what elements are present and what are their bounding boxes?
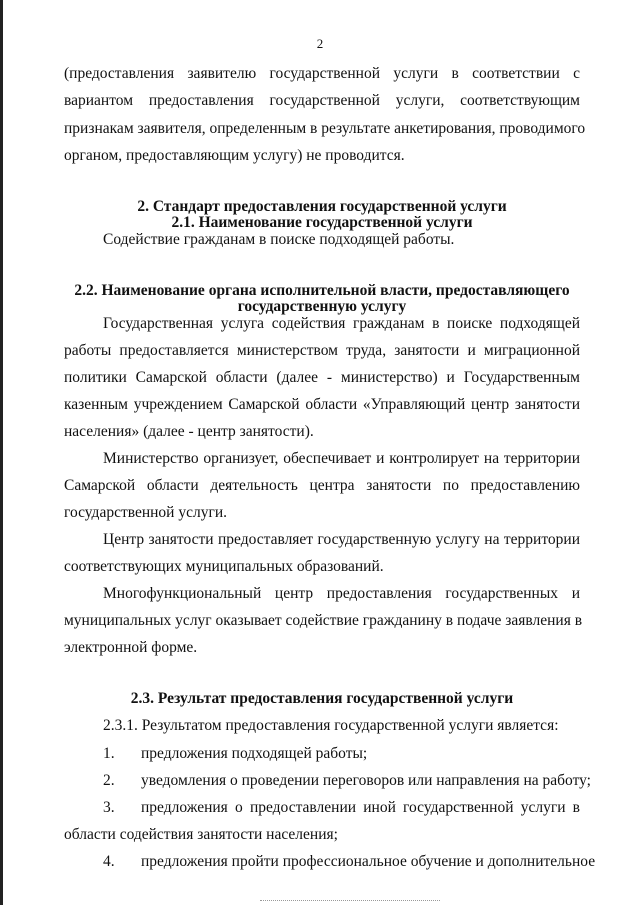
section-2-2-title-line-1: 2.2. Наименование органа исполнительной власти, предоставляющего	[74, 282, 570, 299]
s22-p4-line-1: Многофункциональный центр предоставления государственных и	[103, 585, 580, 602]
list-item-1-number: 1.	[103, 745, 115, 762]
s22-p2-line-3: государственной услуги.	[64, 504, 227, 521]
s22-p1-line-1: Государственная услуга содействия гражданам в поиске подходящей	[103, 315, 580, 332]
s22-p3-line-2: соответствующих муниципальных образований.	[64, 558, 384, 575]
s22-p1-line-4: казенным учреждением Самарской области «Управляющий центр занятости	[64, 396, 580, 413]
list-item-4-number: 4.	[103, 853, 115, 870]
list-item-2-text: уведомления о проведении переговоров или направления на работу;	[141, 772, 591, 789]
section-2-1-text: Содействие гражданам в поиске подходящей работы.	[103, 231, 455, 248]
s22-p2-line-2: Самарской области деятельность центра занятости по предоставлению	[64, 477, 580, 494]
s22-p1-line-5: населения» (далее - центр занятости).	[64, 423, 314, 440]
section-2-3-1-lead: 2.3.1. Результатом предоставления государственной услуги является:	[103, 717, 559, 734]
page-number: 2	[316, 36, 324, 51]
intro-line-3: признакам заявителя, определенным в результате анкетирования, проводимого	[64, 120, 586, 137]
section-2-2-title-line-2: государственную услугу	[237, 298, 407, 315]
list-item-3-number: 3.	[103, 799, 115, 816]
scan-edge	[0, 0, 3, 905]
list-item-4-text: предложения пройти профессиональное обучение и дополнительное	[141, 853, 596, 870]
section-2-title: 2. Стандарт предоставления государственной услуги	[137, 198, 507, 215]
section-2-3-title: 2.3. Результат предоставления государственной услуги	[130, 690, 514, 707]
s22-p2-line-1: Министерство организует, обеспечивает и контролирует на территории	[103, 450, 580, 467]
intro-line-2: вариантом предоставления государственной услуги, соответствующим	[64, 92, 580, 109]
intro-line-1: (предоставления заявителю государственной услуги в соответствии с	[64, 65, 580, 82]
intro-line-4: органом, предоставляющим услугу) не проводится.	[64, 147, 405, 164]
list-item-3-text: предложения о предоставлении иной государственной услуги в	[141, 799, 580, 816]
s22-p4-line-3: электронной форме.	[64, 639, 198, 656]
s22-p1-line-2: работы предоставляется министерством труда, занятости и миграционной	[64, 342, 580, 359]
list-item-3-continuation: области содействия занятости населения;	[64, 826, 338, 843]
bottom-scan-mark	[260, 900, 440, 902]
s22-p3-line-1: Центр занятости предоставляет государственную услугу на территории	[103, 531, 580, 548]
section-2-1-title: 2.1. Наименование государственной услуги	[171, 214, 473, 231]
list-item-1-text: предложения подходящей работы;	[141, 745, 368, 762]
s22-p4-line-2: муниципальных услуг оказывает содействие гражданину в подаче заявления в	[64, 612, 583, 629]
s22-p1-line-3: политики Самарской области (далее - министерство) и Государственным	[64, 369, 580, 386]
list-item-2-number: 2.	[103, 772, 115, 789]
